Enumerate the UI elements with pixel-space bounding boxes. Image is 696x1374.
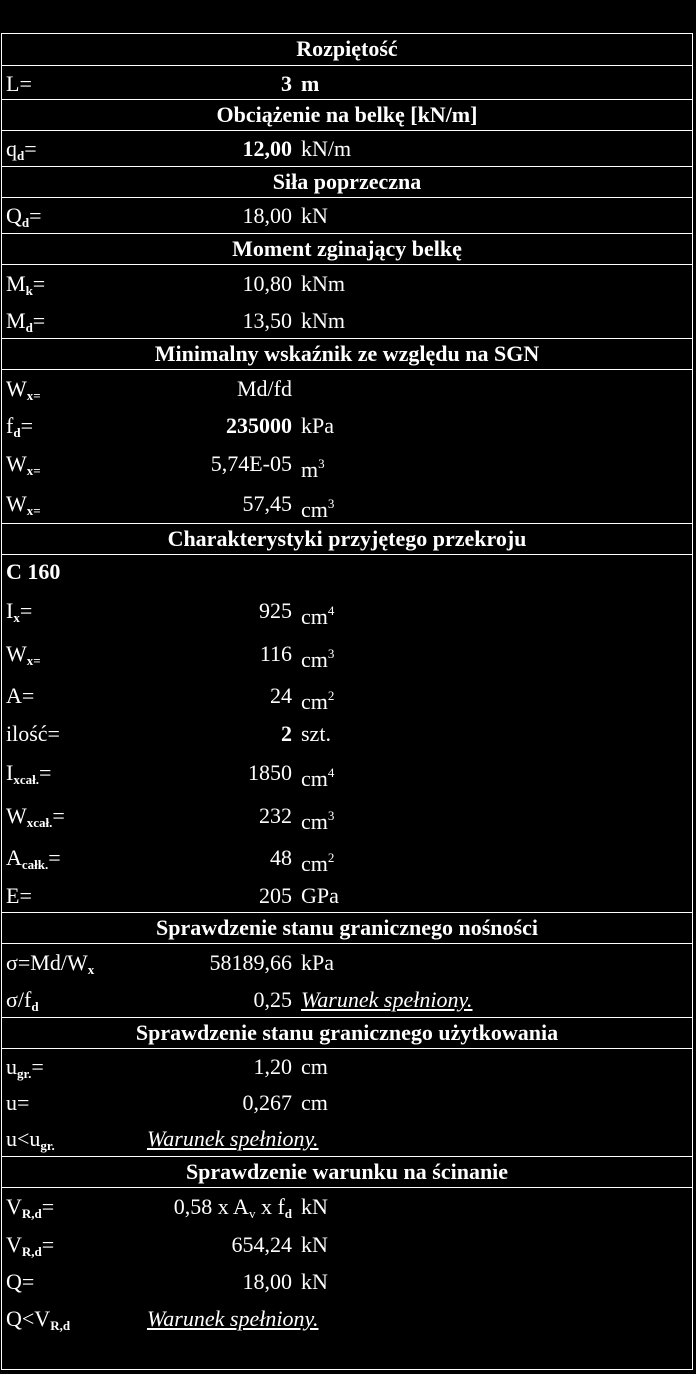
value-Wx: 116 bbox=[259, 641, 292, 666]
label-Qd: $Q_d=$ bbox=[6, 203, 42, 230]
row-Ix bbox=[2, 589, 692, 633]
value-vrd-formula: 0,58 x $A_v$ x $f_d$ bbox=[173, 1194, 292, 1221]
value-E: 205 bbox=[259, 883, 292, 908]
unit-sigma: kPa bbox=[301, 950, 334, 975]
row-Mk bbox=[2, 265, 692, 302]
status-q-check: Warunek spełniony. bbox=[147, 1306, 319, 1331]
value-wx-m3: 5,74E-05 bbox=[210, 451, 292, 476]
value-sigma: 58189,66 bbox=[209, 950, 292, 975]
row-Acalk bbox=[2, 837, 692, 879]
unit-vrd-formula: kN bbox=[301, 1194, 328, 1219]
label-Ixcal: $I_{xcał.}=$ bbox=[6, 760, 52, 787]
section-uls-header: Sprawdzenie stanu granicznego nośności bbox=[2, 912, 692, 944]
row-sigma-fd bbox=[2, 982, 692, 1018]
row-sigma bbox=[2, 944, 692, 982]
unit-fd: kPa bbox=[301, 413, 334, 438]
value-Q: 18,00 bbox=[242, 1269, 292, 1294]
unit-wx-cm3: $cm^3$ bbox=[301, 496, 335, 522]
unit-count: szt. bbox=[301, 721, 331, 746]
value-fd: 235000 bbox=[226, 413, 292, 438]
label-Ix: $I_x=$ bbox=[6, 598, 33, 625]
row-Qd bbox=[2, 198, 692, 234]
label-q-check: $Q<V_{R,d}$ bbox=[6, 1306, 71, 1333]
value-L: 3 bbox=[281, 71, 292, 96]
unit-Md: kNm bbox=[301, 308, 345, 333]
status-sigma-fd: Warunek spełniony. bbox=[301, 987, 473, 1012]
value-vrd: 654,24 bbox=[231, 1232, 292, 1257]
row-qd bbox=[2, 131, 692, 167]
section-span-header: Rozpiętość bbox=[2, 34, 692, 66]
value-qd: 12,00 bbox=[242, 136, 292, 161]
unit-L: m bbox=[301, 71, 320, 96]
label-qd: $q_d=$ bbox=[6, 136, 37, 163]
section-profile-header: Charakterystyki przyjętego przekroju bbox=[2, 523, 692, 555]
value-Md: 13,50 bbox=[242, 308, 292, 333]
profile-name: C 160 bbox=[6, 559, 61, 584]
value-Wxcal: 232 bbox=[259, 803, 292, 828]
row-count bbox=[2, 717, 692, 751]
value-ugr: 1,20 bbox=[253, 1054, 292, 1079]
row-Wxcal bbox=[2, 795, 692, 837]
row-profile-name bbox=[2, 555, 692, 589]
label-Mk: $M_k=$ bbox=[6, 271, 46, 298]
section-shearcheck-header: Sprawdzenie warunku na ścinanie bbox=[2, 1156, 692, 1188]
unit-Wx: $cm^3$ bbox=[301, 646, 335, 672]
section-moment-header: Moment zginający belkę bbox=[2, 233, 692, 265]
label-wx-formula: $W_{x=}$ bbox=[6, 376, 41, 403]
label-E: E= bbox=[6, 883, 32, 908]
label-count: ilość= bbox=[6, 721, 60, 746]
row-wx-cm3 bbox=[2, 484, 692, 524]
unit-Ixcal: $cm^4$ bbox=[301, 765, 335, 791]
value-sigma-fd: 0,25 bbox=[253, 987, 292, 1012]
unit-A: $cm^2$ bbox=[301, 688, 335, 714]
unit-ugr: cm bbox=[301, 1054, 328, 1079]
status-u-check: Warunek spełniony. bbox=[147, 1126, 319, 1151]
row-Wx bbox=[2, 633, 692, 675]
value-count: 2 bbox=[281, 721, 292, 746]
value-Qd: 18,00 bbox=[242, 203, 292, 228]
section-shear-header: Siła poprzeczna bbox=[2, 166, 692, 198]
unit-vrd: kN bbox=[301, 1232, 328, 1257]
label-Q: Q= bbox=[6, 1269, 35, 1294]
row-wx-m3 bbox=[2, 444, 692, 484]
section-minwx-header: Minimalny wskaźnik ze względu na SGN bbox=[2, 338, 692, 370]
value-Acalk: 48 bbox=[270, 845, 292, 870]
section-load-header: Obciążenie na belkę [kN/m] bbox=[2, 99, 692, 131]
value-wx-cm3: 57,45 bbox=[242, 491, 292, 516]
label-vrd: $V_{R,d}=$ bbox=[6, 1232, 55, 1259]
row-vrd bbox=[2, 1226, 692, 1264]
row-E bbox=[2, 879, 692, 913]
unit-Acalk: $cm^2$ bbox=[301, 850, 335, 876]
value-Ix: 925 bbox=[259, 598, 292, 623]
label-Acalk: $A_{całk.}=$ bbox=[6, 845, 61, 872]
row-u bbox=[2, 1085, 692, 1121]
unit-Mk: kNm bbox=[301, 271, 345, 296]
value-u: 0,267 bbox=[242, 1090, 292, 1115]
section-sls-header: Sprawdzenie stanu granicznego użytkowania bbox=[2, 1017, 692, 1049]
row-u-check bbox=[2, 1121, 692, 1157]
row-ugr bbox=[2, 1049, 692, 1085]
row-fd bbox=[2, 407, 692, 444]
label-L: L= bbox=[6, 71, 32, 96]
row-Q bbox=[2, 1264, 692, 1300]
value-A: 24 bbox=[270, 683, 292, 708]
label-A: A= bbox=[6, 683, 35, 708]
label-vrd-formula: $V_{R,d}=$ bbox=[6, 1194, 55, 1221]
row-wx-formula bbox=[2, 370, 692, 407]
label-Wxcal: $W_{xcał.}=$ bbox=[6, 803, 65, 830]
row-Md bbox=[2, 302, 692, 339]
unit-wx-m3: $m^3$ bbox=[301, 456, 325, 482]
row-L bbox=[2, 66, 692, 100]
label-u-check: $u<u_{gr.}$ bbox=[6, 1126, 55, 1153]
label-wx-cm3: $W_{x=}$ bbox=[6, 491, 41, 518]
label-fd: $f_d=$ bbox=[6, 413, 33, 440]
unit-Wxcal: $cm^3$ bbox=[301, 808, 335, 834]
unit-u: cm bbox=[301, 1090, 328, 1115]
row-q-check bbox=[2, 1300, 692, 1338]
row-Ixcal bbox=[2, 751, 692, 795]
row-vrd-formula bbox=[2, 1188, 692, 1226]
unit-Ix: $cm^4$ bbox=[301, 603, 335, 629]
value-Ixcal: 1850 bbox=[248, 760, 292, 785]
calculation-sheet bbox=[1, 33, 693, 1370]
value-wx-formula: Md/fd bbox=[237, 376, 292, 401]
label-Wx: $W_{x=}$ bbox=[6, 641, 41, 668]
value-Mk: 10,80 bbox=[242, 271, 292, 296]
unit-Q: kN bbox=[301, 1269, 328, 1294]
unit-Qd: kN bbox=[301, 203, 328, 228]
label-u: u= bbox=[6, 1090, 30, 1115]
label-sigma-fd: $\sigma/f_d$ bbox=[6, 987, 39, 1014]
label-wx-m3: $W_{x=}$ bbox=[6, 451, 41, 478]
row-A bbox=[2, 675, 692, 717]
label-sigma: $\sigma=Md/W_x$ bbox=[6, 950, 95, 977]
label-Md: $M_d=$ bbox=[6, 308, 46, 335]
label-ugr: $u_{gr.}=$ bbox=[6, 1054, 44, 1081]
unit-qd: kN/m bbox=[301, 136, 352, 161]
unit-E: GPa bbox=[301, 883, 339, 908]
